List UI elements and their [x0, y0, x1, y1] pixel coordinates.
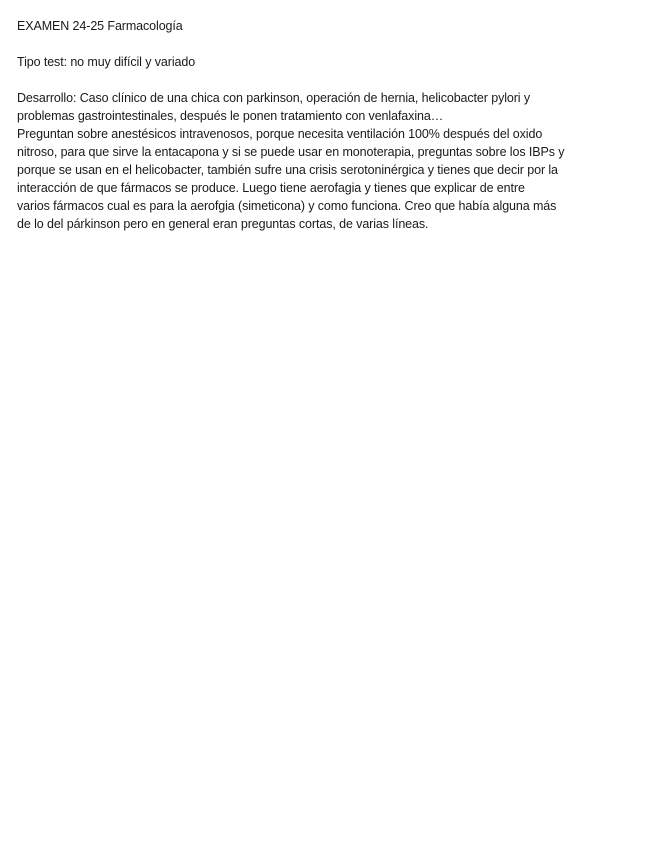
desarrollo-line: de lo del párkinson pero en general eran preguntas cortas, de varias líneas.: [17, 217, 429, 231]
desarrollo-line: Preguntan sobre anestésicos intravenosos, porque necesita ventilación 100% después del oxido: [17, 127, 543, 141]
desarrollo-line: nitroso, para que sirve la entacapona y si se puede usar en monoterapia, preguntas sobre los IBPs y: [17, 145, 565, 159]
blank-line: [17, 71, 629, 89]
desarrollo-line: problemas gastrointestinales, después le ponen tratamiento con venlafaxina…: [17, 109, 444, 123]
blank-line: [17, 35, 629, 53]
document-title: EXAMEN 24-25 Farmacología: [17, 19, 183, 33]
desarrollo-line: varios fármacos cual es para la aerofgia (simeticona) y como funciona. Creo que había alguna más: [17, 199, 557, 213]
desarrollo-line: interacción de que fármacos se produce. Luego tiene aerofagia y tienes que explicar de entre: [17, 181, 525, 195]
document-body: [17, 17, 629, 233]
test-description: Tipo test: no muy difícil y variado: [17, 55, 196, 69]
desarrollo-line: porque se usan en el helicobacter, también sufre una crisis serotoninérgica y tienes que decir por la: [17, 163, 558, 177]
desarrollo-line: Desarrollo: Caso clínico de una chica con parkinson, operación de hernia, helicobacter pylori y: [17, 91, 531, 105]
